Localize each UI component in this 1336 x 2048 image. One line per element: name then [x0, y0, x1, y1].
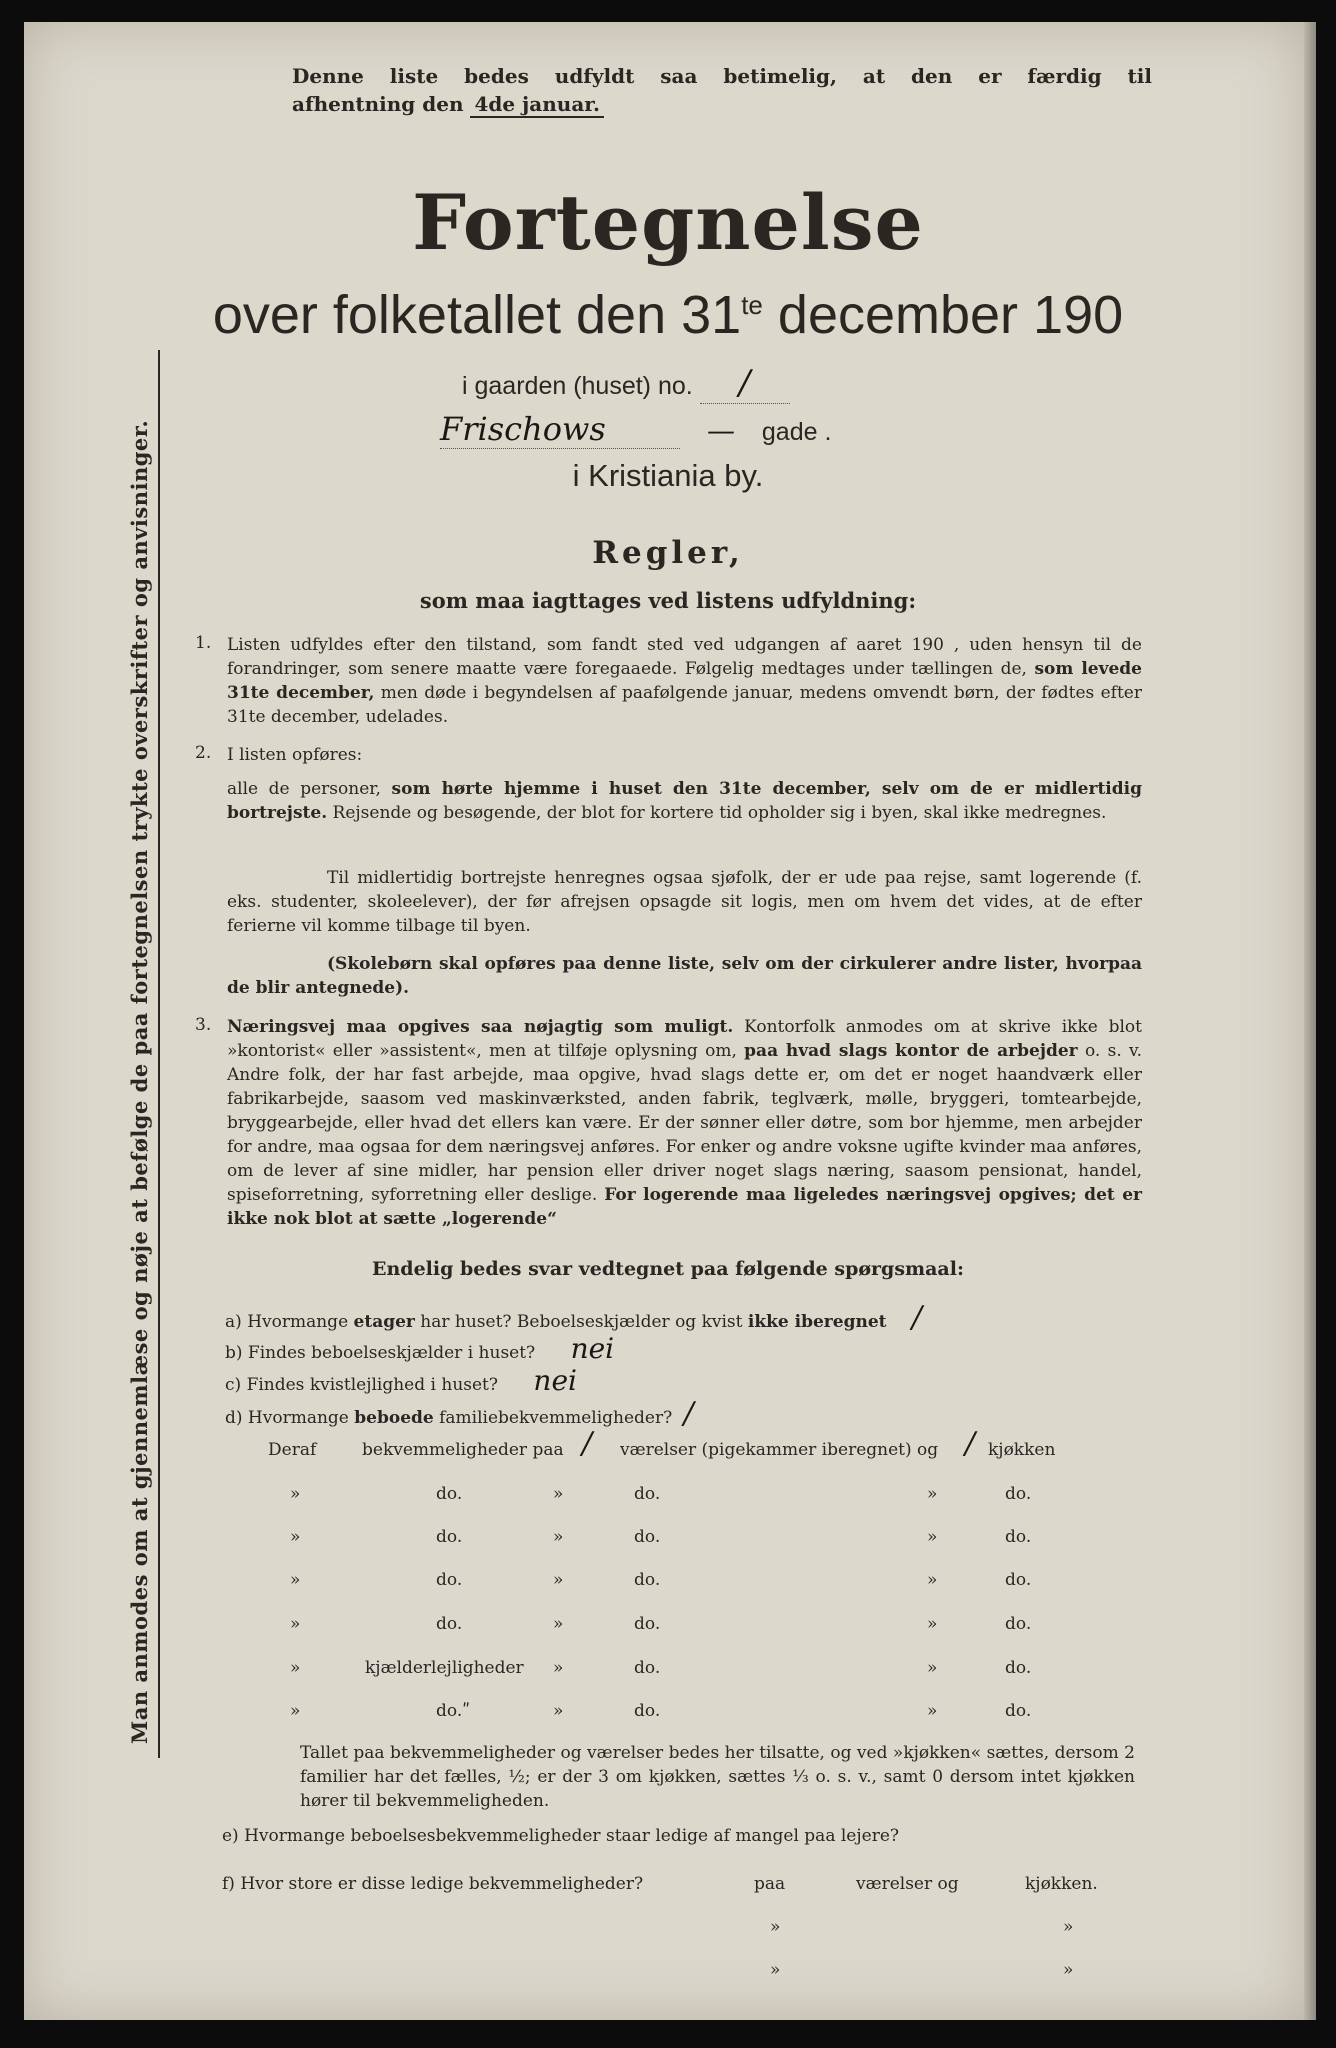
do-cell: do.: [634, 1484, 661, 1504]
question-a: [225, 1300, 922, 1335]
ditto-mark: »: [290, 1570, 301, 1590]
kjaelder-label: kjælderlejligheder: [365, 1658, 524, 1678]
ditto-mark: »: [927, 1570, 938, 1590]
ditto-mark: »: [770, 1917, 781, 1937]
rule-1-b: som levede 31te december,: [227, 659, 1142, 703]
question-d-bold: beboede: [354, 1408, 434, 1428]
grid-vaer-answer[interactable]: /: [965, 1426, 976, 1461]
rule-3-number: 3.: [195, 1015, 212, 1035]
ditto-mark: »: [290, 1484, 301, 1504]
do-cell: do.: [634, 1570, 661, 1590]
subtitle-sup: te: [741, 290, 763, 320]
do-cell: do.: [634, 1527, 661, 1547]
page-subtitle: [0, 284, 1336, 346]
do-cell: do.: [436, 1570, 463, 1590]
notice-line-1: Denne liste bedes udfyldt saa betimelig, at den er færdig til: [292, 64, 1152, 88]
do-cell: do.ʺ: [436, 1701, 471, 1721]
street-row: [440, 410, 831, 449]
question-a-text1: Hvormange: [247, 1312, 349, 1332]
grid-kjok-label: kjøkken: [988, 1440, 1056, 1460]
question-a-bold2: ikke iberegnet: [747, 1312, 887, 1332]
ditto-mark: »: [290, 1527, 301, 1547]
do-cell: do.: [1005, 1484, 1032, 1504]
rule-3-d: o. s. v. Andre folk, der har fast arbejde, maa opgive, hvad slags dette er, om det er noget haandværk eller fabrikarbejde, saasom ved maskinværksted, anden fabrik, teglværk, mølle, bryggeri, tomtearbejde, bryggearbejde, eller hvad det ellers kan være. Er der sønner eller døtre, som bor hjemme, men arbejder for andre, maa ogsaa for dem næringsvej anføres. For enker og andre voksne ugifte kvinder maa anføres, om de lever af sine midler, har pension eller driver noget slags næring, saasom pensionat, handel, spiseforretning, syforretning eller deslige.: [227, 1041, 1143, 1205]
ditto-mark: »: [553, 1527, 564, 1547]
question-f: [222, 1874, 643, 1894]
ditto-mark: »: [927, 1614, 938, 1634]
ditto-mark: »: [1063, 1960, 1074, 1980]
gaard-row: [462, 363, 790, 404]
ditto-mark: »: [1063, 1917, 1074, 1937]
gaard-number-field[interactable]: /: [700, 363, 790, 404]
do-cell: do.: [1005, 1614, 1032, 1634]
deadline-date: 4de januar.: [470, 92, 604, 118]
city-line: i Kristiania by.: [572, 458, 764, 493]
question-f-text: Hvor store er disse ledige bekvemmeligheder?: [240, 1874, 644, 1894]
ditto-mark: »: [927, 1701, 938, 1721]
do-cell: do.: [1005, 1570, 1032, 1590]
do-cell: do.: [634, 1701, 661, 1721]
gaard-label: i gaarden (huset) no.: [462, 372, 693, 400]
ditto-mark: »: [553, 1570, 564, 1590]
question-f-kjok: kjøkken.: [1025, 1874, 1098, 1894]
rule-2-para-3: (Skolebørn skal opføres paa denne liste, selv om der cirkulerer andre lister, hvorpaa de blir antegnede).: [227, 954, 1142, 998]
question-d-label: d): [225, 1408, 243, 1428]
ditto-mark: »: [290, 1658, 301, 1678]
rule-2-para-2: Til midlertidig bortrejste henregnes ogsaa sjøfolk, der er ude paa rejse, samt logerende (f. eks. studenter, skoleelever), der før afrejsen opsagde sit logis, men om hvem det vides, at de efter ferierne vil komme tilbage til byen.: [227, 868, 1142, 936]
question-a-bold: etager: [353, 1312, 415, 1332]
question-c-label: c): [225, 1375, 242, 1395]
ditto-mark: »: [290, 1614, 301, 1634]
ditto-mark: »: [927, 1527, 938, 1547]
gade-label: gade .: [761, 418, 832, 446]
rules-heading: Regler,: [592, 535, 744, 571]
question-a-answer[interactable]: /: [911, 1300, 923, 1335]
question-d: [225, 1396, 694, 1431]
rule-1-text: [227, 633, 1142, 729]
do-cell: do.: [1005, 1701, 1032, 1721]
question-e-text: Hvormange beboelsesbekvemmeligheder staar ledige af mangel paa lejere?: [244, 1826, 899, 1846]
rule-2-number: 2.: [195, 743, 212, 763]
rule-3-a: Næringsvej maa opgives saa nøjagtig som muligt.: [227, 1017, 734, 1037]
question-f-vaer: værelser og: [856, 1874, 959, 1894]
questions-heading: Endelig bedes svar vedtegnet paa følgende spørgsmaal:: [372, 1258, 964, 1280]
ditto-mark: »: [553, 1658, 564, 1678]
question-b-answer[interactable]: nei: [570, 1332, 615, 1365]
rule-1-c: men døde i begyndelsen af paafølgende januar, medens omvendt børn, der fødtes efter 31te december, udelades.: [227, 683, 1142, 727]
ditto-mark: »: [553, 1614, 564, 1634]
notice-prefix: afhentning den: [292, 92, 464, 116]
ditto-mark: »: [290, 1701, 301, 1721]
ditto-mark: »: [553, 1484, 564, 1504]
question-b-label: b): [225, 1343, 243, 1363]
subtitle-suffix: december 190: [777, 285, 1124, 345]
question-c-text: Findes kvistlejlighed i huset?: [246, 1375, 499, 1395]
question-b: [225, 1332, 614, 1365]
ditto-mark: »: [927, 1658, 938, 1678]
grid-bekv-label: bekvemmeligheder paa: [362, 1440, 564, 1460]
side-instruction: Man anmodes om at gjennemlæse og nøje at befølge de paa fortegnelsen trykte overskrifter og anvisninger.: [127, 419, 152, 1744]
street-dash: —: [706, 414, 735, 447]
question-f-label: f): [222, 1874, 235, 1894]
do-cell: do.: [634, 1614, 661, 1634]
grid-bekv-answer[interactable]: /: [582, 1426, 593, 1461]
grid-deraf: Deraf: [268, 1440, 317, 1460]
grid-vaer-label: værelser (pigekammer iberegnet) og: [620, 1440, 939, 1460]
question-d-answer[interactable]: /: [683, 1396, 694, 1431]
question-e-label: e): [222, 1826, 239, 1846]
rule-2-b: som hørte hjemme i huset den 31te december, selv om de er midlertidig bortrejste.: [227, 779, 1142, 823]
question-a-text2: har huset? Beboelseskjælder og kvist: [420, 1312, 743, 1332]
street-name-field[interactable]: Frischows: [440, 410, 680, 449]
ditto-mark: »: [927, 1484, 938, 1504]
rule-3-b: Kontorfolk anmodes om at skrive ikke blot »kontorist« eller »assistent«, men at tilføje oplysning om,: [227, 1017, 1142, 1061]
do-cell: do.: [634, 1658, 661, 1678]
rule-3-e: For logerende maa ligeledes næringsvej opgives; det er ikke nok blot at sætte „logerende“: [227, 1185, 1142, 1229]
question-c-answer[interactable]: nei: [533, 1364, 577, 1397]
ditto-mark: »: [770, 1960, 781, 1980]
question-d-text2: familiebekvemmeligheder?: [439, 1408, 673, 1428]
question-d-text1: Hvormange: [247, 1408, 349, 1428]
question-c: [225, 1364, 577, 1397]
do-cell: do.: [436, 1527, 463, 1547]
question-e: [222, 1826, 899, 1846]
question-f-paa: paa: [754, 1874, 786, 1894]
rules-subheading: som maa iagttages ved listens udfyldning:: [419, 588, 917, 613]
rule-3-text: [227, 1015, 1142, 1231]
page-title: Fortegnelse: [412, 178, 924, 267]
do-cell: do.: [1005, 1527, 1032, 1547]
rule-1-a: Listen udfyldes efter den tilstand, som fandt sted ved udgangen af aaret 190 , uden hensyn til de forandringer, som senere maatte være foregaaede. Følgelig medtages under tællingen de,: [227, 635, 1142, 679]
rule-1-number: 1.: [195, 633, 212, 653]
do-cell: do.: [436, 1484, 463, 1504]
rule-2-c: Rejsende og besøgende, der blot for kortere tid opholder sig i byen, skal ikke medregnes.: [332, 803, 1107, 823]
do-cell: do.: [1005, 1658, 1032, 1678]
rule-2-text: [227, 777, 1142, 825]
rule-2-head: I listen opføres:: [227, 745, 363, 765]
subtitle-prefix: over folketallet den 31: [212, 285, 742, 345]
do-cell: do.: [436, 1614, 463, 1634]
notice-line-2: [292, 92, 604, 116]
question-a-label: a): [225, 1312, 242, 1332]
kitchen-note: Tallet paa bekvemmeligheder og værelser bedes her tilsatte, og ved »kjøkken« sættes, dersom 2 familier har det fælles, ½; er der 3 om kjøkken, sættes ⅓ o. s. v., samt 0 dersom intet kjøkken hører til bekvemmeligheden.: [300, 1743, 1135, 1811]
ditto-mark: »: [553, 1701, 564, 1721]
rule-2-a: alle de personer,: [227, 779, 381, 799]
question-b-text: Findes beboelseskjælder i huset?: [247, 1343, 536, 1363]
rule-3-c: paa hvad slags kontor de arbejder: [744, 1041, 1078, 1061]
